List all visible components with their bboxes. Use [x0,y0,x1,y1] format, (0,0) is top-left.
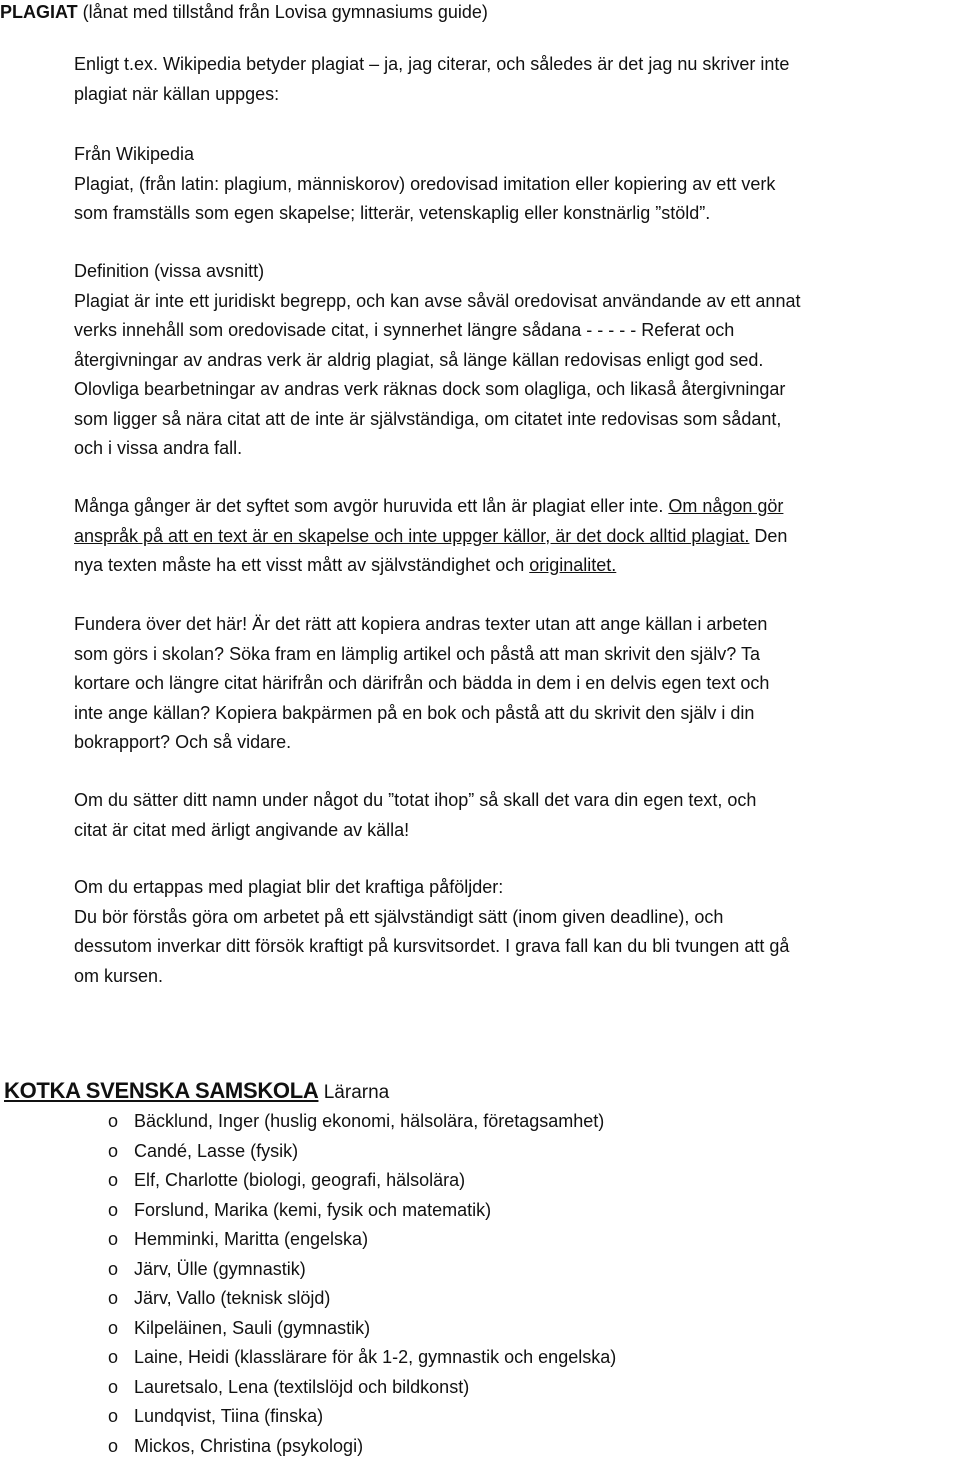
text-line: inte ange källan? Kopiera bakpärmen på en bok och påstå att du skrivit den själv i din [74,699,960,729]
list-item [108,1137,616,1167]
bullet-icon: o [108,1137,134,1167]
underlined-text: originalitet. [529,555,616,575]
list-item [108,1225,616,1255]
teacher-name: Forslund, Marika (kemi, fysik och matematik) [134,1196,491,1226]
bullet-icon: o [108,1107,134,1137]
bullet-icon: o [108,1432,134,1461]
document-title [0,0,488,28]
text-span: Många gånger är det syftet som avgör huruvida ett lån är plagiat eller inte. [74,496,668,516]
list-item [108,1343,616,1373]
text-line: Enligt t.ex. Wikipedia betyder plagiat – ja, jag citerar, och således är det jag nu skriver inte [74,50,960,80]
teacher-name: Elf, Charlotte (biologi, geografi, hälsolära) [134,1166,465,1196]
list-item [108,1402,616,1432]
text-line [74,551,960,581]
definition-paragraph [74,257,960,464]
text-line: Fundera över det här! Är det rätt att kopiera andras texter utan att ange källan i arbeten [74,610,960,640]
text-line: Om du ertappas med plagiat blir det kraftiga påföljder: [74,873,960,903]
text-line: Plagiat är inte ett juridiskt begrepp, och kan avse såväl oredovisat användande av ett annat [74,287,960,317]
underlined-text: Om någon gör [668,496,783,516]
text-line: återgivningar av andras verk är aldrig plagiat, så länge källan redovisas enligt god sed. [74,346,960,376]
teacher-name: Lauretsalo, Lena (textilslöjd och bildkonst) [134,1373,469,1403]
teacher-list [108,1107,616,1461]
bullet-icon: o [108,1196,134,1226]
title-rest: (lånat med tillstånd från Lovisa gymnasiums guide) [78,2,488,22]
bullet-icon: o [108,1343,134,1373]
text-line: Från Wikipedia [74,140,960,170]
text-line: dessutom inverkar ditt försök kraftigt på kursvitsordet. I grava fall kan du bli tvungen att gå [74,932,960,962]
teacher-name: Candé, Lasse (fysik) [134,1137,298,1167]
text-span: Den [749,526,787,546]
list-item [108,1255,616,1285]
text-span: nya texten måste ha ett visst mått av självständighet och [74,555,529,575]
bullet-icon: o [108,1225,134,1255]
list-item [108,1166,616,1196]
list-item [108,1314,616,1344]
teacher-name: Järv, Ülle (gymnastik) [134,1255,306,1285]
teacher-name: Järv, Vallo (teknisk slöjd) [134,1284,330,1314]
text-line: Du bör förstås göra om arbetet på ett självständigt sätt (inom given deadline), och [74,903,960,933]
teacher-name: Kilpeläinen, Sauli (gymnastik) [134,1314,370,1344]
bullet-icon: o [108,1373,134,1403]
teacher-name: Bäcklund, Inger (huslig ekonomi, hälsolära, företagsamhet) [134,1107,604,1137]
fundera-paragraph [74,610,960,758]
bullet-icon: o [108,1402,134,1432]
text-line: Plagiat, (från latin: plagium, människorov) oredovisad imitation eller kopiering av ett verk [74,170,960,200]
namn-paragraph [74,786,960,845]
list-item [108,1432,616,1461]
text-line: plagiat när källan uppges: [74,80,960,110]
bullet-icon: o [108,1255,134,1285]
intro-paragraph [74,50,960,109]
teacher-name: Lundqvist, Tiina (finska) [134,1402,323,1432]
text-line: som görs i skolan? Söka fram en lämplig artikel och påstå att man skrivit den själv? Ta [74,640,960,670]
text-line [74,492,960,522]
text-line: citat är citat med ärligt angivande av källa! [74,816,960,846]
underlined-text: anspråk på att en text är en skapelse och inte uppger källor, är det dock alltid plagiat. [74,526,749,546]
school-heading [4,1076,389,1108]
bullet-icon: o [108,1284,134,1314]
manga-ganger-paragraph [74,492,960,581]
text-line: och i vissa andra fall. [74,434,960,464]
text-line: som ligger så nära citat att de inte är självständiga, om citatet inte redovisas som sådant, [74,405,960,435]
ertappas-paragraph [74,873,960,991]
teacher-name: Laine, Heidi (klasslärare för åk 1-2, gymnastik och engelska) [134,1343,616,1373]
text-line: kortare och längre citat härifrån och därifrån och bädda in dem i en delvis egen text och [74,669,960,699]
text-line: Om du sätter ditt namn under något du ”totat ihop” så skall det vara din egen text, och [74,786,960,816]
bullet-icon: o [108,1314,134,1344]
text-line: som framställs som egen skapelse; litterär, vetenskaplig eller konstnärlig ”stöld”. [74,199,960,229]
text-line: Olovliga bearbetningar av andras verk räknas dock som olagliga, och likaså återgivningar [74,375,960,405]
list-item [108,1107,616,1137]
list-item [108,1284,616,1314]
text-line: bokrapport? Och så vidare. [74,728,960,758]
school-name: KOTKA SVENSKA SAMSKOLA [4,1078,318,1103]
text-line: om kursen. [74,962,960,992]
wikipedia-quote [74,140,960,229]
title-bold: PLAGIAT [0,2,78,22]
text-line: Definition (vissa avsnitt) [74,257,960,287]
list-item [108,1373,616,1403]
teacher-name: Mickos, Christina (psykologi) [134,1432,363,1461]
section-label: Lärarna [318,1082,389,1103]
bullet-icon: o [108,1166,134,1196]
teacher-name: Hemminki, Maritta (engelska) [134,1225,368,1255]
text-line [74,522,960,552]
list-item [108,1196,616,1226]
text-line: verks innehåll som oredovisade citat, i synnerhet längre sådana - - - - - Referat och [74,316,960,346]
